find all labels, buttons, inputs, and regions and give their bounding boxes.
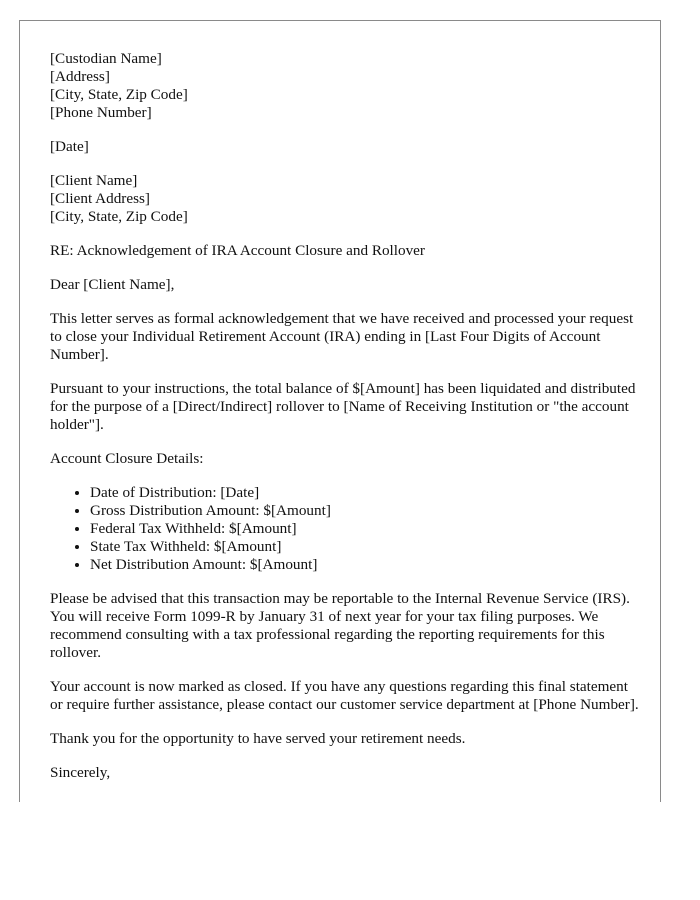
sender-city-state-zip: [City, State, Zip Code]: [50, 86, 188, 103]
paragraph-thank-you: Thank you for the opportunity to have served your retirement needs.: [50, 730, 466, 747]
paragraph-tax-notice: Please be advised that this transaction may be reportable to the Internal Revenue Service (IRS). You will receive Form 1099-R by January 31 of next year for your tax filing purposes. We recommend consulting with a tax professional regarding the reporting requirements for this rollover.: [50, 590, 630, 661]
sender-address: [Address]: [50, 68, 110, 85]
salutation: Dear [Client Name],: [50, 276, 175, 293]
recipient-address: [Client Address]: [50, 190, 150, 207]
recipient-name: [Client Name]: [50, 172, 138, 189]
paragraph-account-closed: Your account is now marked as closed. If you have any questions regarding this final statement or require further assistance, please contact our customer service department at [Phone Number].: [50, 678, 639, 713]
list-item: • State Tax Withheld: $[Amount]: [90, 538, 640, 556]
details-list: [50, 484, 640, 574]
sender-phone: [Phone Number]: [50, 104, 152, 121]
list-item: • Federal Tax Withheld: $[Amount]: [90, 520, 640, 538]
subject-line: RE: Acknowledgement of IRA Account Closure and Rollover: [50, 242, 425, 259]
sender-block: [50, 50, 640, 122]
sender-name: [Custodian Name]: [50, 50, 162, 67]
details-heading: Account Closure Details:: [50, 450, 204, 467]
recipient-city-state-zip: [City, State, Zip Code]: [50, 208, 188, 225]
letter-date: [Date]: [50, 138, 89, 155]
closing: Sincerely,: [50, 764, 111, 781]
list-item: • Date of Distribution: [Date]: [90, 484, 640, 502]
list-item: • Gross Distribution Amount: $[Amount]: [90, 502, 640, 520]
paragraph-rollover: Pursuant to your instructions, the total balance of $[Amount] has been liquidated and distributed for the purpose of a [Direct/Indirect] rollover to [Name of Receiving Institution or "the account holder"].: [50, 380, 636, 433]
paragraph-acknowledgement: This letter serves as formal acknowledgement that we have received and processed your request to close your Individual Retirement Account (IRA) ending in [Last Four Digits of Account Number].: [50, 310, 634, 363]
list-item: • Net Distribution Amount: $[Amount]: [90, 556, 640, 574]
letter-content: [50, 50, 640, 798]
letter-page: [19, 20, 661, 802]
recipient-block: [50, 172, 640, 226]
